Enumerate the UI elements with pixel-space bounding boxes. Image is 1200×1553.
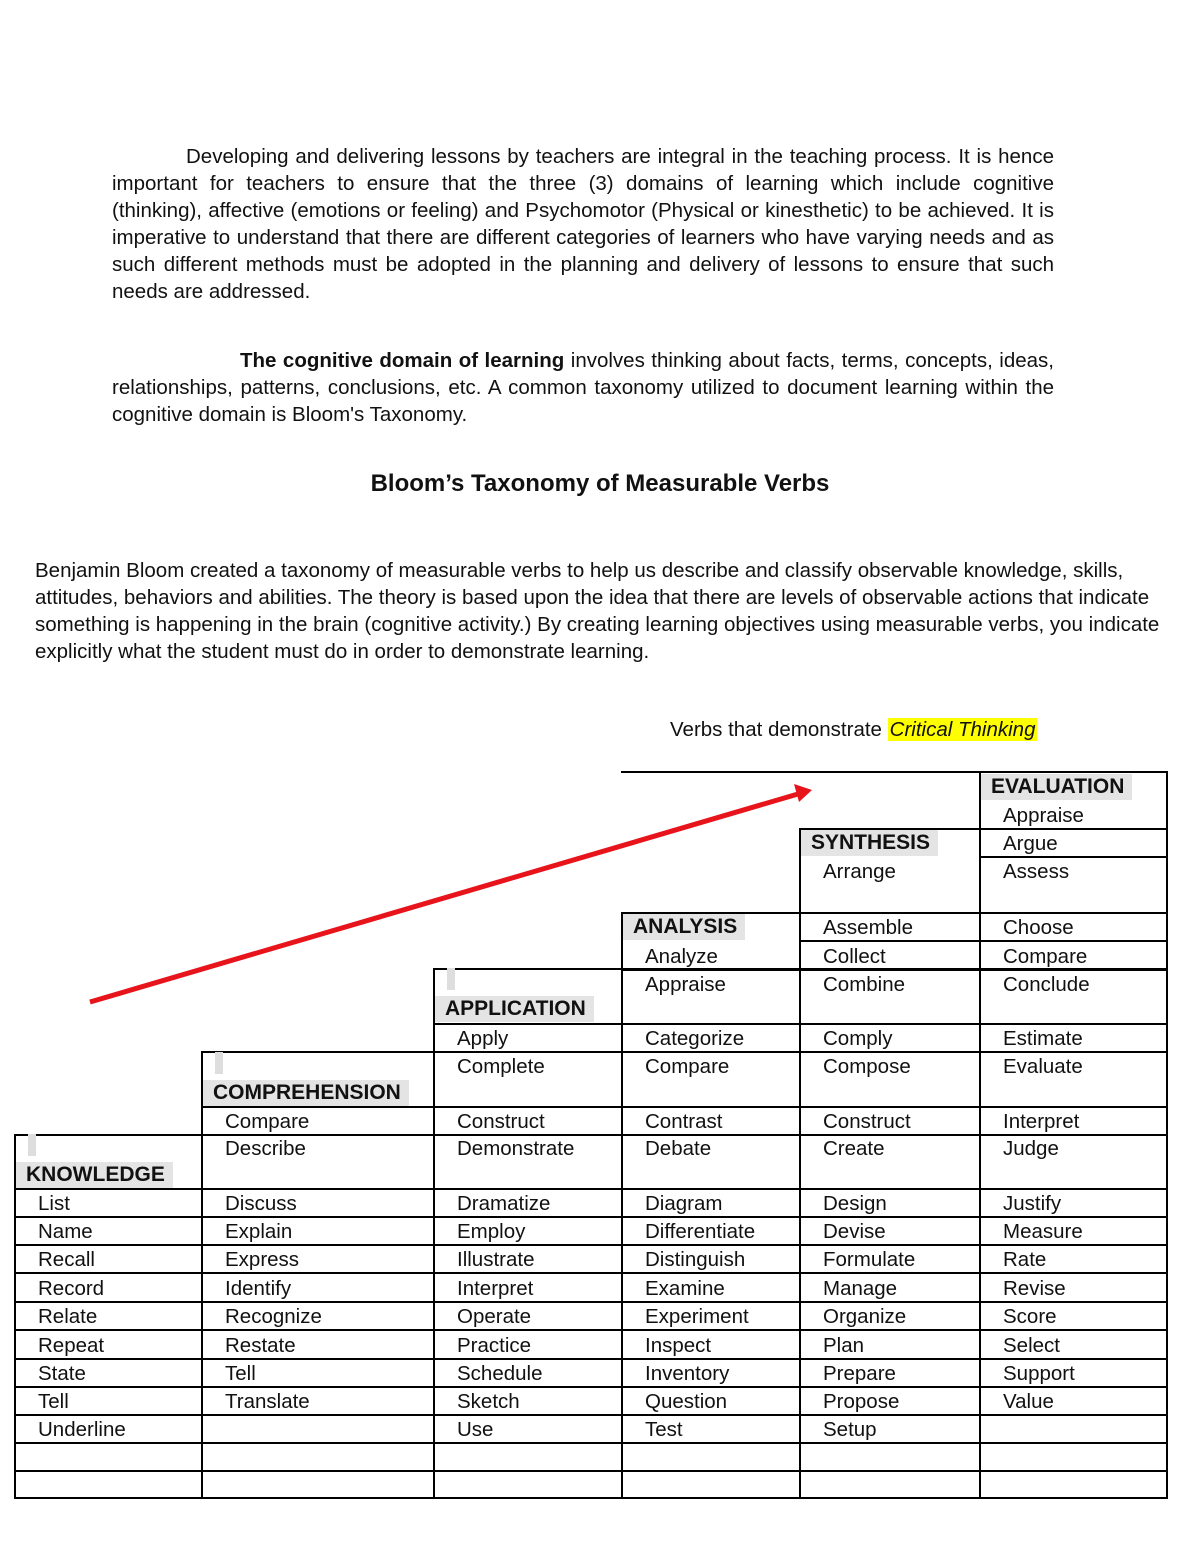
verb-discuss: Discuss — [225, 1192, 297, 1215]
verb-state: State — [38, 1362, 86, 1385]
verb-cell — [623, 1246, 799, 1274]
verb-question: Question — [645, 1390, 728, 1413]
table-step-border — [201, 1051, 435, 1053]
verb-cell — [801, 1218, 979, 1246]
verb-cell — [801, 1303, 979, 1331]
verb-cell — [16, 1246, 201, 1274]
verb-cell — [623, 1025, 799, 1053]
verb-cell — [801, 1388, 979, 1416]
verb-choose: Choose — [1003, 916, 1074, 939]
verb-cell — [801, 1275, 979, 1303]
verb-express: Express — [225, 1248, 300, 1271]
verb-cell — [981, 914, 1166, 942]
verb-cell — [981, 1218, 1166, 1246]
verb-propose: Propose — [823, 1390, 900, 1413]
verb-use: Use — [457, 1418, 494, 1441]
verb-analyze: Analyze — [645, 945, 718, 968]
verb-diagram: Diagram — [645, 1192, 723, 1215]
verb-prepare: Prepare — [823, 1362, 896, 1385]
verb-evaluate: Evaluate — [1003, 1055, 1083, 1078]
verb-cell — [203, 1275, 433, 1303]
verb-cell — [203, 1303, 433, 1331]
verb-complete: Complete — [457, 1055, 545, 1078]
verb-cell — [203, 1135, 433, 1163]
verb-interpret: Interpret — [1003, 1110, 1080, 1133]
verb-cell — [981, 971, 1166, 999]
verb-cell — [981, 802, 1166, 830]
verb-cell — [801, 1416, 979, 1444]
verb-explain: Explain — [225, 1220, 293, 1243]
verb-relate: Relate — [38, 1305, 98, 1328]
verb-illustrate: Illustrate — [457, 1248, 535, 1271]
verb-repeat: Repeat — [38, 1334, 105, 1357]
column-header-synthesis: SYNTHESIS — [801, 830, 938, 856]
verb-judge: Judge — [1003, 1137, 1059, 1160]
verb-assess: Assess — [1003, 860, 1070, 883]
verb-recognize: Recognize — [225, 1305, 322, 1328]
verb-differentiate: Differentiate — [645, 1220, 756, 1243]
table-column-line — [1166, 772, 1168, 1497]
verb-cell — [623, 971, 799, 999]
verb-cell — [801, 1332, 979, 1360]
verb-cell — [801, 1190, 979, 1218]
verb-collect: Collect — [823, 945, 886, 968]
verb-compare: Compare — [225, 1110, 310, 1133]
verb-apply: Apply — [457, 1027, 509, 1050]
verb-cell — [981, 830, 1166, 858]
verb-cell — [981, 1388, 1166, 1416]
verb-tell: Tell — [225, 1362, 256, 1385]
verb-cell — [981, 1303, 1166, 1331]
verb-cell — [203, 1388, 433, 1416]
verb-compare: Compare — [1003, 945, 1088, 968]
verb-cell — [16, 1388, 201, 1416]
verb-cell — [435, 1135, 621, 1163]
verb-compare: Compare — [645, 1055, 730, 1078]
verb-cell — [981, 1332, 1166, 1360]
verb-operate: Operate — [457, 1305, 532, 1328]
verb-cell — [981, 1360, 1166, 1388]
verb-compose: Compose — [823, 1055, 911, 1078]
cognitive-domain-term: The cognitive domain of learning — [240, 349, 565, 372]
verb-underline: Underline — [38, 1418, 126, 1441]
verb-cell — [981, 1025, 1166, 1053]
verb-measure: Measure — [1003, 1220, 1083, 1243]
verb-demonstrate: Demonstrate — [457, 1137, 575, 1160]
verb-tell: Tell — [38, 1390, 69, 1413]
verb-recall: Recall — [38, 1248, 95, 1271]
verb-test: Test — [645, 1418, 683, 1441]
verb-arrange: Arrange — [823, 860, 896, 883]
verb-cell — [435, 1388, 621, 1416]
verb-restate: Restate — [225, 1334, 296, 1357]
verb-cell — [801, 858, 979, 886]
bloom-intro-paragraph: Benjamin Bloom created a taxonomy of measurable verbs to help us describe and classify observable knowledge, skills, attitudes, behaviors and abilities. The theory is based upon the idea that there are levels of observable actions that indicate something is happening in the brain (cognitive activity.) By creating learning objectives using measurable verbs, you indicate explicitly what the student must do in order to demonstrate learning. — [35, 559, 1160, 663]
verb-examine: Examine — [645, 1277, 725, 1300]
verb-dramatize: Dramatize — [457, 1192, 551, 1215]
header-tab-marker — [447, 968, 455, 990]
verb-cell — [16, 1360, 201, 1388]
critical-thinking-caption: Verbs that demonstrate Critical Thinking — [670, 718, 1036, 741]
verb-rate: Rate — [1003, 1248, 1047, 1271]
page-title: Bloom’s Taxonomy of Measurable Verbs — [370, 470, 830, 497]
verb-cell — [801, 1360, 979, 1388]
verb-translate: Translate — [225, 1390, 310, 1413]
verb-debate: Debate — [645, 1137, 712, 1160]
verb-cell — [435, 1053, 621, 1081]
verb-cell — [435, 1360, 621, 1388]
verb-identify: Identify — [225, 1277, 292, 1300]
table-top-border — [621, 771, 1168, 773]
verb-combine: Combine — [823, 973, 906, 996]
verb-devise: Devise — [823, 1220, 886, 1243]
verb-cell — [623, 1190, 799, 1218]
verb-cell — [435, 1416, 621, 1444]
verb-value: Value — [1003, 1390, 1054, 1413]
verb-revise: Revise — [1003, 1277, 1066, 1300]
verb-manage: Manage — [823, 1277, 898, 1300]
verb-cell — [981, 1275, 1166, 1303]
verb-cell — [435, 1246, 621, 1274]
verb-cell — [435, 1025, 621, 1053]
verb-appraise: Appraise — [645, 973, 726, 996]
verb-cell — [203, 1218, 433, 1246]
verb-comply: Comply — [823, 1027, 893, 1050]
verb-design: Design — [823, 1192, 887, 1215]
verb-cell — [435, 1218, 621, 1246]
verb-cell — [801, 1246, 979, 1274]
verb-cell — [16, 1190, 201, 1218]
table-bottom-border — [14, 1497, 1168, 1499]
header-tab-marker — [215, 1052, 223, 1074]
verb-describe: Describe — [225, 1137, 306, 1160]
verb-cell — [981, 1190, 1166, 1218]
verb-cell — [623, 1108, 799, 1136]
column-header-evaluation: EVALUATION — [981, 774, 1132, 800]
verb-cell — [623, 1360, 799, 1388]
verb-cell — [801, 1135, 979, 1163]
verb-sketch: Sketch — [457, 1390, 520, 1413]
verb-cell — [623, 1275, 799, 1303]
verb-practice: Practice — [457, 1334, 532, 1357]
header-tab-marker — [28, 1134, 36, 1156]
verb-construct: Construct — [457, 1110, 545, 1133]
verb-cell — [16, 1416, 201, 1444]
verb-cell — [981, 1108, 1166, 1136]
intro-paragraph-cognitive: The cognitive domain of learning involves thinking about facts, terms, concepts, ideas, relationships, patterns, conclusions, etc. A common taxonomy utilized to document learning within the cognitive domain is Bloom's Taxonomy. — [112, 349, 1054, 426]
verb-cell — [435, 1275, 621, 1303]
verb-cell — [16, 1332, 201, 1360]
verb-cell — [623, 1303, 799, 1331]
verb-cell — [16, 1303, 201, 1331]
intro-paragraph-domains: Developing and delivering lessons by teachers are integral in the teaching process. It is hence important for teachers to ensure that the three (3) domains of learning which include cognitive (thinking), affective (emotions or feeling) and Psychomotor (Physical or kinesthetic) to be achieved. It is imperative to understand that there are different categories of learners who have varying needs and as such different methods must be adopted in the planning and delivery of lessons to ensure that such needs are addressed. — [112, 145, 1054, 303]
verb-cell — [981, 858, 1166, 886]
verb-assemble: Assemble — [823, 916, 914, 939]
verb-cell — [203, 1360, 433, 1388]
verb-cell — [623, 1388, 799, 1416]
verb-support: Support — [1003, 1362, 1075, 1385]
verb-create: Create — [823, 1137, 885, 1160]
verb-contrast: Contrast — [645, 1110, 723, 1133]
verb-schedule: Schedule — [457, 1362, 543, 1385]
column-header-comprehension: COMPREHENSION — [203, 1080, 409, 1106]
verb-interpret: Interpret — [457, 1277, 534, 1300]
verb-cell — [801, 1025, 979, 1053]
verb-cell — [801, 1108, 979, 1136]
verb-cell — [623, 943, 799, 971]
critical-thinking-highlight: Critical Thinking — [889, 718, 1036, 741]
verb-cell — [623, 1416, 799, 1444]
verb-organize: Organize — [823, 1305, 907, 1328]
verb-justify: Justify — [1003, 1192, 1062, 1215]
verb-cell — [435, 1108, 621, 1136]
verb-plan: Plan — [823, 1334, 865, 1357]
column-header-knowledge: KNOWLEDGE — [16, 1162, 173, 1188]
verb-select: Select — [1003, 1334, 1060, 1357]
verb-appraise: Appraise — [1003, 804, 1084, 827]
verb-cell — [623, 1135, 799, 1163]
verb-cell — [981, 1135, 1166, 1163]
verb-score: Score — [1003, 1305, 1057, 1328]
verb-cell — [801, 1053, 979, 1081]
verb-construct: Construct — [823, 1110, 911, 1133]
verb-cell — [435, 1332, 621, 1360]
verb-cell — [981, 1053, 1166, 1081]
verb-cell — [623, 1332, 799, 1360]
verb-distinguish: Distinguish — [645, 1248, 746, 1271]
column-header-application: APPLICATION — [435, 996, 594, 1022]
verb-cell — [203, 1190, 433, 1218]
verb-cell — [203, 1332, 433, 1360]
verb-inspect: Inspect — [645, 1334, 712, 1357]
table-empty-row-line — [14, 1470, 1168, 1472]
verb-categorize: Categorize — [645, 1027, 745, 1050]
verb-inventory: Inventory — [645, 1362, 730, 1385]
verb-name: Name — [38, 1220, 93, 1243]
verb-employ: Employ — [457, 1220, 526, 1243]
verb-setup: Setup — [823, 1418, 877, 1441]
verb-cell — [801, 943, 979, 971]
verb-cell — [623, 1053, 799, 1081]
verb-record: Record — [38, 1277, 105, 1300]
verb-cell — [801, 914, 979, 942]
verb-list: List — [38, 1192, 70, 1215]
table-step-border — [14, 1134, 203, 1136]
verb-cell — [203, 1246, 433, 1274]
verb-cell — [801, 971, 979, 999]
column-header-analysis: ANALYSIS — [623, 914, 745, 940]
verb-cell — [981, 1246, 1166, 1274]
verb-conclude: Conclude — [1003, 973, 1090, 996]
verb-estimate: Estimate — [1003, 1027, 1083, 1050]
verb-argue: Argue — [1003, 832, 1058, 855]
verb-experiment: Experiment — [645, 1305, 749, 1328]
verb-cell — [16, 1218, 201, 1246]
verb-cell — [16, 1275, 201, 1303]
verb-cell — [203, 1108, 433, 1136]
verb-cell — [623, 1218, 799, 1246]
verb-cell — [981, 943, 1166, 971]
verb-cell — [435, 1190, 621, 1218]
verb-cell — [435, 1303, 621, 1331]
verb-formulate: Formulate — [823, 1248, 916, 1271]
